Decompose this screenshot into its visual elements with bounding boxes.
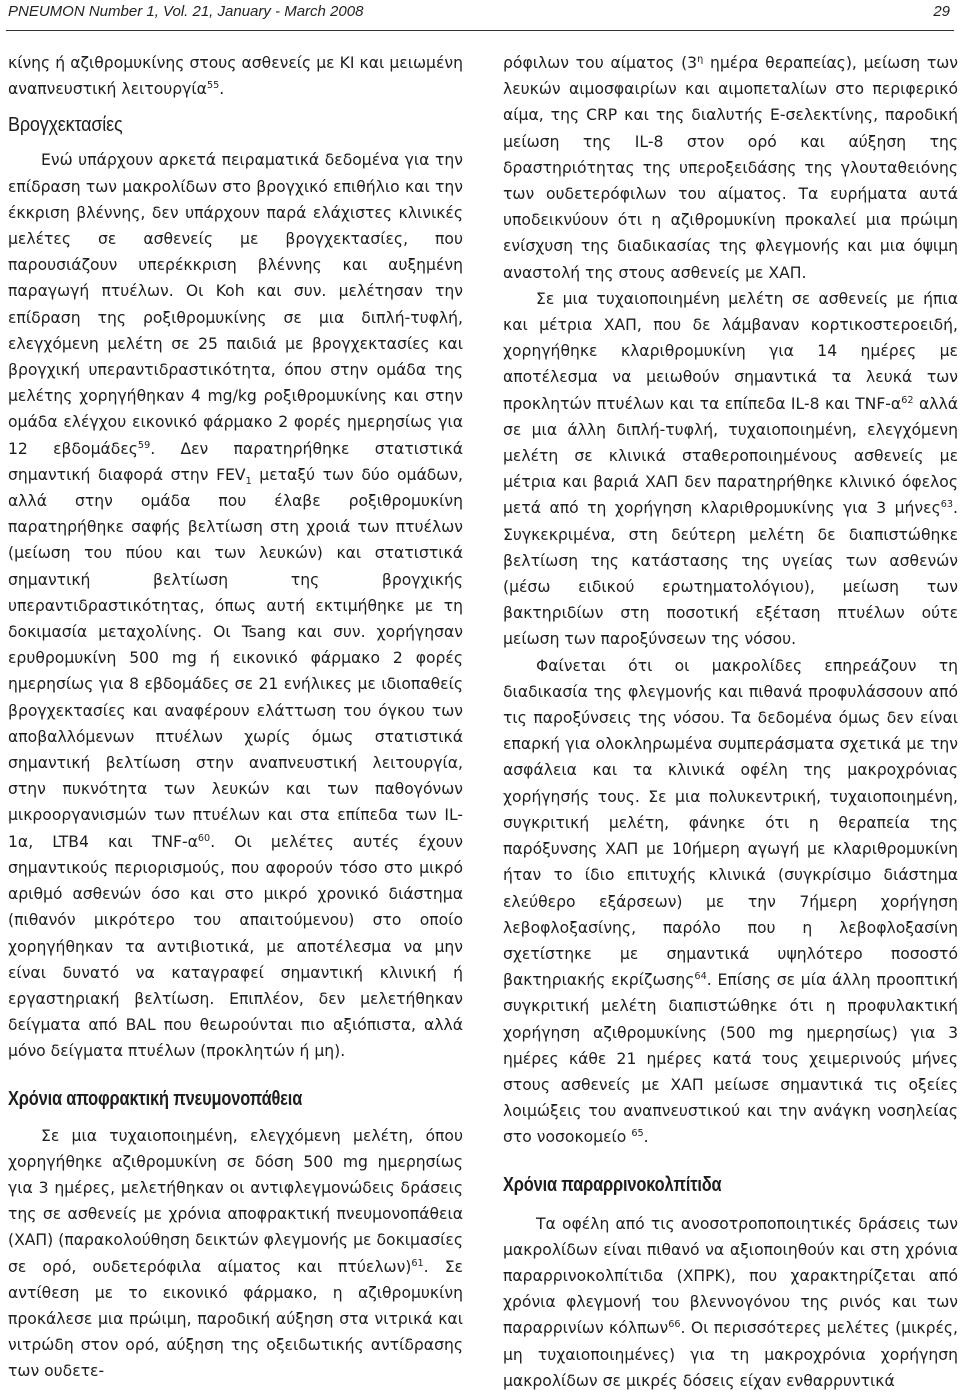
subscript: 1 [245, 475, 252, 487]
paragraph: Σε μια τυχαιοποιημένη, ελεγχόμενη μελέτη, όπου χορηγήθηκε αζιθρομυκίνη σε δόση 500 mg ημερησίως για 3 ημέρες, μελετήθηκαν οι αντιφλεγμονώδεις δράσεις της σε ασθενείς με χρόνια αποφρακτική πνευμονοπάθεια (ΧΑΠ) (παρακολούθηση δεικτών φλεγμονής με δοκιμασίες σε ορό, ουδετερόφιλα αίματος και πτύελων)$^{61}$. Σε αντίθεση με το εικονικό φάρμακο, η αζιθρομυκίνη προκάλεσε μια πρώιμη, παροδική αύξηση στα νιτρικά και νιτρώδη στον ορό, αύξηση της οξειδωτικής αντίδρασης των ουδετε- [8, 1126, 463, 1381]
header-divider [6, 30, 954, 31]
reference-marker: 59 [137, 439, 151, 451]
reference-marker: 64 [694, 970, 707, 982]
reference-marker: 55 [206, 80, 220, 92]
reference-marker: 61 [411, 1257, 424, 1269]
left-column [8, 50, 463, 1385]
superscript: η [697, 53, 704, 65]
paragraph: Φαίνεται ότι οι μακρολίδες επηρεάζουν τη διαδικασία της φλεγμονής και πιθανά προφυλάσσουν από τις παροξύνσεις της νόσου. Τα δεδομένα όμως δεν είναι επαρκή για ολοκληρωμένα συμπεράσματα σχετικά με την ασφάλεια και τα κλινικά οφέλη της μακροχρόνιας χορήγησής τους. Σε μια πολυκεντρική, τυχαιοποιημένη, συγκριτική μελέτη, φάνηκε ότι η θεραπεία της παρόξυνσης ΧΑΠ με 10ήμερη αγωγή με κλαριθρομυκίνη ήταν το ίδιο επιτυχής κλινικά (συγκρίσιμο διάστημα ελεύθερο εξάρσεων) με την 7ήμερη χορήγηση λεβοφλοξασίνης, παρόλο που η λεβοφλοξασίνη σχετίστηκε με σημαντικά υψηλότερο ποσοστό βακτηριακής εκρίζωσης$^{64}$. Επίσης σε μία άλλη προοπτική συγκριτική μελέτη διαπιστώθηκε ότι η προφυλακτική χορήγηση αζιθρομυκίνης (500 mg ημερησίως) για 3 ημέρες κάθε 21 ημέρες κατά τους χειμερινούς μήνες στους ασθενείς με ΧΑΠ μείωσε σημαντικά τις οξείες λοιμώξεις του αναπνευστικού και την ανάγκη νοσηλείας στο νοσοκομείο $^{65}$. [503, 656, 958, 1147]
reference-marker: 65 [631, 1128, 644, 1140]
paragraph: Σε μια τυχαιοποιημένη μελέτη σε ασθενείς με ήπια και μέτρια ΧΑΠ, που δε λάμβαναν κορτικοστεροειδή, χορηγήθηκε κλαριθρομυκίνη για 14 ημέρες με αποτέλεσμα να μειωθούν σημαντικά τα λευκά των προκλητών πτυέλων και τα επίπεδα IL-8 και TNF-$\alpha^{62}$ αλλά σε μια άλλη διπλή-τυφλή, τυχαιοποιημένη, ελεγχόμενη μελέτη σε κλινικά σταθεροποιημένους ασθενείς με μέτρια και βαριά ΧΑΠ δεν παρατηρήθηκε κλινικό όφελος μετά από τη χορήγηση κλαριθρομυκίνης για 3 μήνες$^{63}$. Συγκεκριμένα, στη δεύτερη μελέτη δε διαπιστώθηκε βελτίωση της κατάστασης της υγείας των ασθενών (μέσω ειδικού ερωτηματολόγιου), μείωση των βακτηριδίων στη ποσοτική εξέταση πτυέλων ούτε μείωση των παροξύνσεων της νόσου. [503, 289, 958, 649]
page-number: 29 [933, 3, 950, 20]
reference-marker: 66 [668, 1319, 681, 1331]
running-header [8, 0, 950, 28]
reference-marker: 63 [940, 499, 954, 511]
reference-marker: 60 [197, 832, 211, 844]
paragraph: ρόφιλων του αίματος ($3^\eta$ ημέρα θεραπείας), μείωση των λευκών αιμοσφαιρίων και αιμοπεταλίων στο περιφερικό αίμα, της CRP και της διαλυτής Ε-σελεκτίνης, παροδική μείωση της IL-8 στον ορό και αύξηση της δραστηριότητας της υπεροξειδάσης της γλουταθειόνης των ουδετερόφιλων του αίματος. Τα ευρήματα αυτά υποδεικνύουν ότι η αζιθρομυκίνη προκαλεί μια πρώιμη ενίσχυση της διαδικασίας της φλεγμονής και μια όψιμη αναστολή της στους ασθενείς με ΧΑΠ. [503, 53, 959, 282]
paragraph: κίνης ή αζιθρομυκίνης στους ασθενείς με ΚΙ και μειωμένη αναπνευστική λειτουργία$^{55}$. [8, 54, 463, 99]
paragraph: Τα οφέλη από τις ανοσοτροποποιητικές δράσεις των μακρολίδων είναι πιθανό να αξιοποιηθούν και στη χρόνια παραρρινοκολπίτιδα (ΧΠΡΚ), που χαρακτηρίζεται από χρόνια φλεγμονή του βλεννογόνου της ρινός και των παραρρινίων κόλπων$^{66}$. Οι περισσότερες μελέτες (μικρές, μη τυχαιοποιημένες) για τη μακροχρόνια χορήγηση μακρολίδων σε μικρές δόσεις είχαν ενθαρρυντικά [503, 1214, 958, 1390]
journal-title: PNEUMON Number 1, Vol. 21, January - March 2008 [8, 3, 364, 20]
section-heading-copd: Χρόνια αποφρακτική πνευμονοπάθεια [8, 1087, 303, 1110]
paragraph: Ενώ υπάρχουν αρκετά πειραματικά δεδομένα για την επίδραση των μακρολίδων στο βρογχικό επιθήλιο και την έκκριση βλέννης, δεν υπάρχουν παρά ελάχιστες κλινικές μελέτες σε ασθενείς με βρογχεκτασίες, που παρουσιάζουν υπερέκκριση βλέννης και αυξημένη παραγωγή πτυέλων. Οι Koh και συν. μελέτησαν την επίδραση της ροξιθρομυκίνης σε μια διπλή-τυφλή, ελεγχόμενη μελέτη σε 25 παιδιά με βρογχεκτασίες και βρογχική υπεραντιδραστικότητα, όπου στην ομάδα της μελέτης χορηγήθηκαν 4 mg/kg ροξιθρομυκίνης και στην ομάδα ελέγχου εικονικό φάρμακο 2 φορές ημερησίως για 12 εβδομάδες$^{59}$. Δεν παρατηρήθηκε στατιστικά σημαντική διαφορά στην $FEV_1$ μεταξύ των δύο ομάδων, αλλά στην ομάδα που έλαβε ροξιθρομυκίνη παρατηρήθηκε σαφής βελτίωση στη χροιά των πτυέλων (μείωση του πύου και των λευκών) και στατιστικά σημαντική βελτίωση της βρογχικής υπεραντιδραστικότητας, όπως αυτή εκτιμήθηκε με τη δοκιμασία μεταχολίνης. Οι Tsang και συν. χορήγησαν ερυθρομυκίνη 500 mg ή εικονικό φάρμακο 2 φορές ημερησίως για 8 εβδομάδες σε 21 ενήλικες με ιδιοπαθείς βρογχεκτασίες και αναφέρουν ελάττωση του όγκου των αποβαλλόμενων πτυέλων χωρίς όμως στατιστικά σημαντική βελτίωση στην αναπνευστική λειτουργία, στην πυκνότητα των λευκών και των παθογόνων μικροοργανισμών των πτυέλων και στα επίπεδα των IL-1α, LTB4 και TNF-$\alpha^{60}$. Οι μελέτες αυτές έχουν σημαντικούς περιορισμούς, που αφορούν τόσο στο μικρό αριθμό ασθενών όσο και στο μικρό χρονικό διάστημα (πιθανόν μικρότερο του απαιτούμενου) στο οποίο χορηγήθηκαν τα αντιβιοτικά, με αποτέλεσμα να μην είναι δυνατό να καταγραφεί σημαντική κλινική ή εργαστηριακή βελτίωση. Επιπλέον, δεν μελετήθηκαν δείγματα από BAL που θεωρούνται πιο αξιόπιστα, αλλά μόνο δείγματα πτυέλων (προκλητών ή μη). [8, 151, 463, 1061]
section-heading-bronchiectasis: Βρογχεκτασίες [8, 114, 123, 137]
reference-marker: 62 [901, 394, 914, 406]
right-column [503, 50, 958, 1394]
section-heading-chronic-rhinosinusitis: Χρόνια παραρρινοκολπίτιδα [503, 1173, 722, 1196]
